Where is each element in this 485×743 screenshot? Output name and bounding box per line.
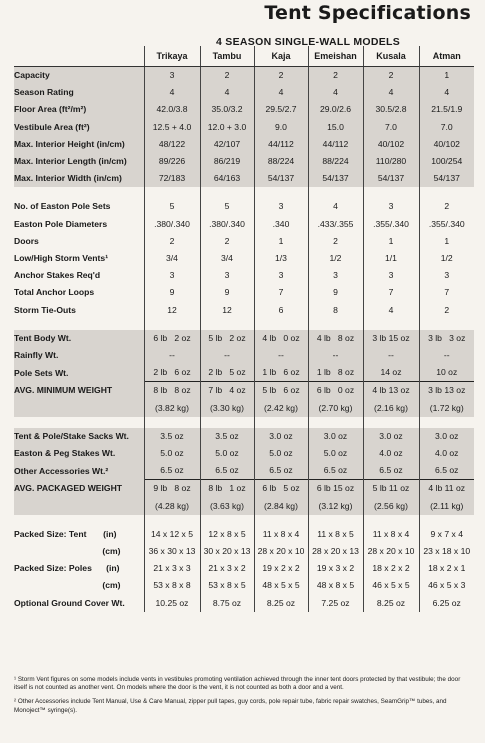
value-cell-trikaya: 9 bbox=[144, 284, 200, 301]
value-cell-kusala: 28 x 20 x 10 bbox=[363, 543, 419, 560]
spec-row bbox=[14, 560, 474, 577]
value-cell-atman: 4.0 oz bbox=[419, 445, 474, 462]
row-label: Floor Area (ft²/m²) bbox=[14, 101, 144, 118]
row-label: Tent Body Wt. bbox=[14, 330, 144, 347]
value-cell-kusala: 4 bbox=[363, 302, 419, 319]
spec-body bbox=[14, 67, 474, 612]
value-cell-kaja: 1 lb 6 oz bbox=[254, 364, 308, 382]
spec-row bbox=[14, 364, 474, 382]
value-cell-emeishan: 2 bbox=[308, 67, 363, 85]
spec-row bbox=[14, 302, 474, 319]
spacer-cell bbox=[254, 515, 308, 526]
value-cell-tambu: 12 bbox=[200, 302, 254, 319]
spacer-cell bbox=[144, 187, 200, 198]
spacer-cell bbox=[14, 319, 144, 330]
value-cell-emeishan: 29.0/2.6 bbox=[308, 101, 363, 118]
value-cell-kusala: 18 x 2 x 2 bbox=[363, 560, 419, 577]
value-cell-kaja: 11 x 8 x 4 bbox=[254, 526, 308, 543]
value-cell-kaja: 6.5 oz bbox=[254, 462, 308, 480]
value-cell-trikaya: 10.25 oz bbox=[144, 595, 200, 612]
value-cell-tambu: 4 bbox=[200, 84, 254, 101]
spec-row bbox=[14, 198, 474, 215]
spec-row bbox=[14, 267, 474, 284]
value-cell-trikaya: .380/.340 bbox=[144, 216, 200, 233]
row-label: Max. Interior Length (in/cm) bbox=[14, 153, 144, 170]
value-cell-kusala: 1 bbox=[363, 233, 419, 250]
model-header: Trikaya bbox=[144, 46, 200, 67]
value-cell-kaja: 6 bbox=[254, 302, 308, 319]
spec-row bbox=[14, 170, 474, 187]
value-cell-tambu: 5 lb 2 oz bbox=[200, 330, 254, 347]
value-cell-atman: 4 bbox=[419, 84, 474, 101]
value-cell-atman: 1 bbox=[419, 67, 474, 85]
value-cell-tambu: 3.5 oz bbox=[200, 428, 254, 445]
value-cell-atman: 40/102 bbox=[419, 136, 474, 153]
value-cell-tambu: 64/163 bbox=[200, 170, 254, 187]
spec-row bbox=[14, 347, 474, 364]
value-cell-trikaya: 12 bbox=[144, 302, 200, 319]
value-cell-kaja: 44/112 bbox=[254, 136, 308, 153]
value-cell-kusala: 1/1 bbox=[363, 250, 419, 267]
model-header: Emeishan bbox=[308, 46, 363, 67]
value-cell-trikaya: 4 bbox=[144, 84, 200, 101]
spacer-cell bbox=[14, 187, 144, 198]
value-cell-kaja: (2.84 kg) bbox=[254, 498, 308, 515]
value-cell-emeishan: 6 lb 0 oz bbox=[308, 382, 363, 400]
spec-row bbox=[14, 480, 474, 498]
value-cell-atman: 54/137 bbox=[419, 170, 474, 187]
value-cell-tambu: 6.5 oz bbox=[200, 462, 254, 480]
value-cell-kusala: 4 bbox=[363, 84, 419, 101]
value-cell-atman: 2 bbox=[419, 302, 474, 319]
value-cell-emeishan: 15.0 bbox=[308, 119, 363, 136]
row-label: Storm Tie-Outs bbox=[14, 304, 76, 315]
value-cell-kusala: .355/.340 bbox=[363, 216, 419, 233]
value-cell-kusala: 6.5 oz bbox=[363, 462, 419, 480]
footnote-1: ¹ Storm Vent figures on some models include vents in vestibules promoting ventilation achieved through the inner tent doors protected by that vestibule; the door itself is not counted as another vent. On models where the door is the vent, it is not counted as both a door and a vent. bbox=[14, 676, 461, 692]
spacer-row bbox=[14, 319, 474, 330]
value-cell-emeishan: 3 bbox=[308, 267, 363, 284]
spacer-cell bbox=[308, 187, 363, 198]
value-cell-atman: (1.72 kg) bbox=[419, 400, 474, 417]
value-cell-atman: 46 x 5 x 3 bbox=[419, 577, 474, 594]
value-cell-emeishan: 11 x 8 x 5 bbox=[308, 526, 363, 543]
spacer-cell bbox=[14, 515, 144, 526]
value-cell-atman: 10 oz bbox=[419, 364, 474, 382]
spacer-cell bbox=[419, 417, 474, 428]
value-cell-atman: .355/.340 bbox=[419, 216, 474, 233]
value-cell-atman: 3 bbox=[419, 267, 474, 284]
value-cell-atman: 6.5 oz bbox=[419, 462, 474, 480]
value-cell-kusala: 8.25 oz bbox=[363, 595, 419, 612]
value-cell-tambu: 12.0 + 3.0 bbox=[200, 119, 254, 136]
value-cell-tambu: 5.0 oz bbox=[200, 445, 254, 462]
value-cell-emeishan: 4 bbox=[308, 198, 363, 215]
value-cell-emeishan: .433/.355 bbox=[308, 216, 363, 233]
value-cell-kusala: (2.56 kg) bbox=[363, 498, 419, 515]
spacer-cell bbox=[254, 319, 308, 330]
row-label: Packed Size: Poles (in) bbox=[14, 563, 120, 574]
value-cell-kusala: 4.0 oz bbox=[363, 445, 419, 462]
value-cell-trikaya: 5.0 oz bbox=[144, 445, 200, 462]
value-cell-atman: 1/2 bbox=[419, 250, 474, 267]
value-cell-kaja: (2.42 kg) bbox=[254, 400, 308, 417]
spacer-cell bbox=[363, 417, 419, 428]
value-cell-emeishan: 4 bbox=[308, 84, 363, 101]
spacer-cell bbox=[254, 187, 308, 198]
row-label: Easton Pole Diameters bbox=[14, 218, 108, 229]
value-cell-emeishan: 6 lb 15 oz bbox=[308, 480, 363, 498]
value-cell-tambu: 2 bbox=[200, 233, 254, 250]
row-label: Season Rating bbox=[14, 84, 144, 101]
row-label bbox=[14, 400, 144, 417]
spacer-cell bbox=[308, 319, 363, 330]
value-cell-trikaya: 3.5 oz bbox=[144, 428, 200, 445]
spec-row bbox=[14, 445, 474, 462]
value-cell-emeishan: (2.70 kg) bbox=[308, 400, 363, 417]
row-label: Low/High Storm Vents¹ bbox=[14, 253, 109, 264]
value-cell-trikaya: 53 x 8 x 8 bbox=[144, 577, 200, 594]
spec-row bbox=[14, 543, 474, 560]
row-label: (cm) bbox=[14, 546, 121, 557]
value-cell-emeishan: 9 bbox=[308, 284, 363, 301]
value-cell-kusala: 2 bbox=[363, 67, 419, 85]
value-cell-atman: (2.11 kg) bbox=[419, 498, 474, 515]
spec-row bbox=[14, 67, 474, 85]
row-label: Anchor Stakes Req'd bbox=[14, 270, 101, 281]
value-cell-kaja: -- bbox=[254, 347, 308, 364]
value-cell-kaja: 5 lb 6 oz bbox=[254, 382, 308, 400]
value-cell-tambu: 30 x 20 x 13 bbox=[200, 543, 254, 560]
value-cell-trikaya: 9 lb 8 oz bbox=[144, 480, 200, 498]
spec-row bbox=[14, 330, 474, 347]
model-header: Tambu bbox=[200, 46, 254, 67]
spec-row bbox=[14, 284, 474, 301]
value-cell-emeishan: 6.5 oz bbox=[308, 462, 363, 480]
page-title: Tent Specifications bbox=[264, 2, 471, 24]
value-cell-tambu: 35.0/3.2 bbox=[200, 101, 254, 118]
value-cell-kaja: 2 bbox=[254, 67, 308, 85]
value-cell-kaja: 19 x 2 x 2 bbox=[254, 560, 308, 577]
value-cell-kaja: 1 bbox=[254, 233, 308, 250]
value-cell-trikaya: 2 lb 6 oz bbox=[144, 364, 200, 382]
value-cell-tambu: -- bbox=[200, 347, 254, 364]
spacer-cell bbox=[254, 417, 308, 428]
value-cell-kusala: 5 lb 11 oz bbox=[363, 480, 419, 498]
value-cell-tambu: (3.63 kg) bbox=[200, 498, 254, 515]
value-cell-kusala: 3.0 oz bbox=[363, 428, 419, 445]
value-cell-kaja: 7 bbox=[254, 284, 308, 301]
value-cell-atman: 23 x 18 x 10 bbox=[419, 543, 474, 560]
spec-row bbox=[14, 498, 474, 515]
value-cell-kusala: 110/280 bbox=[363, 153, 419, 170]
spec-row bbox=[14, 526, 474, 543]
value-cell-emeishan: 44/112 bbox=[308, 136, 363, 153]
value-cell-emeishan: 2 bbox=[308, 233, 363, 250]
value-cell-kaja: 3 bbox=[254, 198, 308, 215]
value-cell-kusala: 3 bbox=[363, 198, 419, 215]
spacer-row bbox=[14, 417, 474, 428]
value-cell-trikaya: 5 bbox=[144, 198, 200, 215]
value-cell-trikaya: 12.5 + 4.0 bbox=[144, 119, 200, 136]
spec-row bbox=[14, 250, 474, 267]
row-label: Tent & Pole/Stake Sacks Wt. bbox=[14, 428, 144, 445]
value-cell-kusala: 40/102 bbox=[363, 136, 419, 153]
value-cell-kusala: 7 bbox=[363, 284, 419, 301]
value-cell-kaja: 88/224 bbox=[254, 153, 308, 170]
value-cell-emeishan: 28 x 20 x 13 bbox=[308, 543, 363, 560]
spacer-row bbox=[14, 515, 474, 526]
spec-row bbox=[14, 400, 474, 417]
value-cell-trikaya: 89/226 bbox=[144, 153, 200, 170]
value-cell-tambu: 8.75 oz bbox=[200, 595, 254, 612]
value-cell-tambu: .380/.340 bbox=[200, 216, 254, 233]
spec-row bbox=[14, 216, 474, 233]
spec-row bbox=[14, 101, 474, 118]
value-cell-emeishan: 54/137 bbox=[308, 170, 363, 187]
value-cell-atman: 6.25 oz bbox=[419, 595, 474, 612]
spacer-cell bbox=[144, 319, 200, 330]
footnote-2: ² Other Accessories include Tent Manual, Use & Care Manual, zipper pull tapes, guy cords, pole repair tube, fabric repair swatches, SeamGrip™ tubes, and Monoject™ syringe(s). bbox=[14, 698, 447, 714]
value-cell-kaja: 1/3 bbox=[254, 250, 308, 267]
value-cell-trikaya: 3 bbox=[144, 267, 200, 284]
row-label: Rainfly Wt. bbox=[14, 347, 144, 364]
value-cell-trikaya: 8 lb 8 oz bbox=[144, 382, 200, 400]
value-cell-atman: 18 x 2 x 1 bbox=[419, 560, 474, 577]
value-cell-kusala: 30.5/2.8 bbox=[363, 101, 419, 118]
value-cell-atman: 1 bbox=[419, 233, 474, 250]
spacer-cell bbox=[308, 515, 363, 526]
spec-row bbox=[14, 136, 474, 153]
value-cell-kaja: 29.5/2.7 bbox=[254, 101, 308, 118]
value-cell-atman: 3.0 oz bbox=[419, 428, 474, 445]
value-cell-kaja: 48 x 5 x 5 bbox=[254, 577, 308, 594]
value-cell-atman: 4 lb 11 oz bbox=[419, 480, 474, 498]
value-cell-kaja: .340 bbox=[254, 216, 308, 233]
value-cell-trikaya: 6.5 oz bbox=[144, 462, 200, 480]
value-cell-kaja: 3.0 oz bbox=[254, 428, 308, 445]
value-cell-kaja: 6 lb 5 oz bbox=[254, 480, 308, 498]
value-cell-emeishan: 1/2 bbox=[308, 250, 363, 267]
spacer-cell bbox=[419, 319, 474, 330]
value-cell-kusala: 7.0 bbox=[363, 119, 419, 136]
value-cell-kusala: 11 x 8 x 4 bbox=[363, 526, 419, 543]
row-label: Vestibule Area (ft²) bbox=[14, 119, 144, 136]
value-cell-trikaya: -- bbox=[144, 347, 200, 364]
value-cell-kusala: (2.16 kg) bbox=[363, 400, 419, 417]
value-cell-tambu: 53 x 8 x 5 bbox=[200, 577, 254, 594]
value-cell-tambu: 9 bbox=[200, 284, 254, 301]
spec-row bbox=[14, 119, 474, 136]
value-cell-trikaya: (4.28 kg) bbox=[144, 498, 200, 515]
value-cell-kaja: 3 bbox=[254, 267, 308, 284]
spacer-cell bbox=[308, 417, 363, 428]
value-cell-kusala: 46 x 5 x 5 bbox=[363, 577, 419, 594]
row-label: Max. Interior Height (in/cm) bbox=[14, 136, 144, 153]
value-cell-atman: -- bbox=[419, 347, 474, 364]
value-cell-emeishan: 5.0 oz bbox=[308, 445, 363, 462]
value-cell-kaja: 28 x 20 x 10 bbox=[254, 543, 308, 560]
spec-row bbox=[14, 382, 474, 400]
value-cell-trikaya: 72/183 bbox=[144, 170, 200, 187]
value-cell-tambu: 8 lb 1 oz bbox=[200, 480, 254, 498]
row-label: Other Accessories Wt.² bbox=[14, 462, 144, 480]
value-cell-tambu: 2 lb 5 oz bbox=[200, 364, 254, 382]
value-cell-trikaya: 2 bbox=[144, 233, 200, 250]
spec-row bbox=[14, 153, 474, 170]
spec-row bbox=[14, 595, 474, 612]
row-label: Max. Interior Width (in/cm) bbox=[14, 170, 144, 187]
value-cell-atman: 3 lb 3 oz bbox=[419, 330, 474, 347]
value-cell-emeishan: 88/224 bbox=[308, 153, 363, 170]
spacer-cell bbox=[419, 187, 474, 198]
value-cell-tambu: 5 bbox=[200, 198, 254, 215]
model-header: Kaja bbox=[254, 46, 308, 67]
value-cell-emeishan: 8 bbox=[308, 302, 363, 319]
value-cell-kaja: 54/137 bbox=[254, 170, 308, 187]
value-cell-tambu: 12 x 8 x 5 bbox=[200, 526, 254, 543]
spec-row bbox=[14, 233, 474, 250]
value-cell-atman: 7 bbox=[419, 284, 474, 301]
value-cell-kaja: 8.25 oz bbox=[254, 595, 308, 612]
value-cell-trikaya: (3.82 kg) bbox=[144, 400, 200, 417]
row-label: Doors bbox=[14, 235, 39, 246]
spacer-cell bbox=[363, 319, 419, 330]
value-cell-kusala: -- bbox=[363, 347, 419, 364]
value-cell-tambu: 7 lb 4 oz bbox=[200, 382, 254, 400]
value-cell-emeishan: 7.25 oz bbox=[308, 595, 363, 612]
spacer-cell bbox=[419, 515, 474, 526]
value-cell-atman: 2 bbox=[419, 198, 474, 215]
row-label bbox=[14, 498, 144, 515]
row-label: (cm) bbox=[14, 580, 121, 591]
value-cell-kaja: 5.0 oz bbox=[254, 445, 308, 462]
value-cell-tambu: 3/4 bbox=[200, 250, 254, 267]
value-cell-emeishan: 48 x 8 x 5 bbox=[308, 577, 363, 594]
value-cell-atman: 3 lb 13 oz bbox=[419, 382, 474, 400]
value-cell-trikaya: 48/122 bbox=[144, 136, 200, 153]
value-cell-trikaya: 3/4 bbox=[144, 250, 200, 267]
header-blank bbox=[14, 46, 144, 67]
row-label: Total Anchor Loops bbox=[14, 287, 95, 298]
value-cell-atman: 9 x 7 x 4 bbox=[419, 526, 474, 543]
spec-row bbox=[14, 84, 474, 101]
model-header-row bbox=[14, 46, 474, 67]
spec-row bbox=[14, 462, 474, 480]
value-cell-kusala: 3 lb 15 oz bbox=[363, 330, 419, 347]
spacer-row bbox=[14, 187, 474, 198]
value-cell-kusala: 54/137 bbox=[363, 170, 419, 187]
spec-row bbox=[14, 577, 474, 594]
row-label: Packed Size: Tent (in) bbox=[14, 528, 117, 539]
value-cell-tambu: 21 x 3 x 2 bbox=[200, 560, 254, 577]
value-cell-emeishan: 4 lb 8 oz bbox=[308, 330, 363, 347]
value-cell-atman: 21.5/1.9 bbox=[419, 101, 474, 118]
row-label: AVG. MINIMUM WEIGHT bbox=[14, 382, 144, 400]
row-label: No. of Easton Pole Sets bbox=[14, 201, 111, 212]
value-cell-kusala: 4 lb 13 oz bbox=[363, 382, 419, 400]
value-cell-emeishan: (3.12 kg) bbox=[308, 498, 363, 515]
spacer-cell bbox=[144, 515, 200, 526]
row-label: Capacity bbox=[14, 67, 144, 85]
value-cell-tambu: 3 bbox=[200, 267, 254, 284]
value-cell-kusala: 14 oz bbox=[363, 364, 419, 382]
value-cell-emeishan: -- bbox=[308, 347, 363, 364]
spec-row bbox=[14, 428, 474, 445]
row-label: AVG. PACKAGED WEIGHT bbox=[14, 480, 144, 498]
value-cell-kaja: 9.0 bbox=[254, 119, 308, 136]
spacer-cell bbox=[200, 187, 254, 198]
spacer-cell bbox=[200, 319, 254, 330]
spacer-cell bbox=[200, 515, 254, 526]
value-cell-atman: 100/254 bbox=[419, 153, 474, 170]
value-cell-trikaya: 14 x 12 x 5 bbox=[144, 526, 200, 543]
spacer-cell bbox=[363, 187, 419, 198]
footnotes bbox=[14, 676, 472, 721]
value-cell-kusala: 3 bbox=[363, 267, 419, 284]
spacer-cell bbox=[14, 417, 144, 428]
table-subtitle: 4 SEASON SINGLE-WALL MODELS bbox=[215, 36, 401, 48]
row-label: Pole Sets Wt. bbox=[14, 364, 144, 382]
model-header: Atman bbox=[419, 46, 474, 67]
value-cell-trikaya: 21 x 3 x 3 bbox=[144, 560, 200, 577]
spacer-cell bbox=[200, 417, 254, 428]
spacer-cell bbox=[144, 417, 200, 428]
model-header: Kusala bbox=[363, 46, 419, 67]
value-cell-tambu: 42/107 bbox=[200, 136, 254, 153]
value-cell-tambu: (3.30 kg) bbox=[200, 400, 254, 417]
value-cell-kaja: 4 lb 0 oz bbox=[254, 330, 308, 347]
value-cell-trikaya: 3 bbox=[144, 67, 200, 85]
spec-table bbox=[14, 46, 474, 612]
spacer-cell bbox=[363, 515, 419, 526]
value-cell-tambu: 86/219 bbox=[200, 153, 254, 170]
value-cell-tambu: 2 bbox=[200, 67, 254, 85]
row-label: Easton & Peg Stakes Wt. bbox=[14, 445, 144, 462]
value-cell-emeishan: 19 x 3 x 2 bbox=[308, 560, 363, 577]
value-cell-emeishan: 1 lb 8 oz bbox=[308, 364, 363, 382]
value-cell-trikaya: 6 lb 2 oz bbox=[144, 330, 200, 347]
value-cell-emeishan: 3.0 oz bbox=[308, 428, 363, 445]
value-cell-kaja: 4 bbox=[254, 84, 308, 101]
value-cell-atman: 7.0 bbox=[419, 119, 474, 136]
row-label: Optional Ground Cover Wt. bbox=[14, 597, 125, 608]
value-cell-trikaya: 36 x 30 x 13 bbox=[144, 543, 200, 560]
value-cell-trikaya: 42.0/3.8 bbox=[144, 101, 200, 118]
